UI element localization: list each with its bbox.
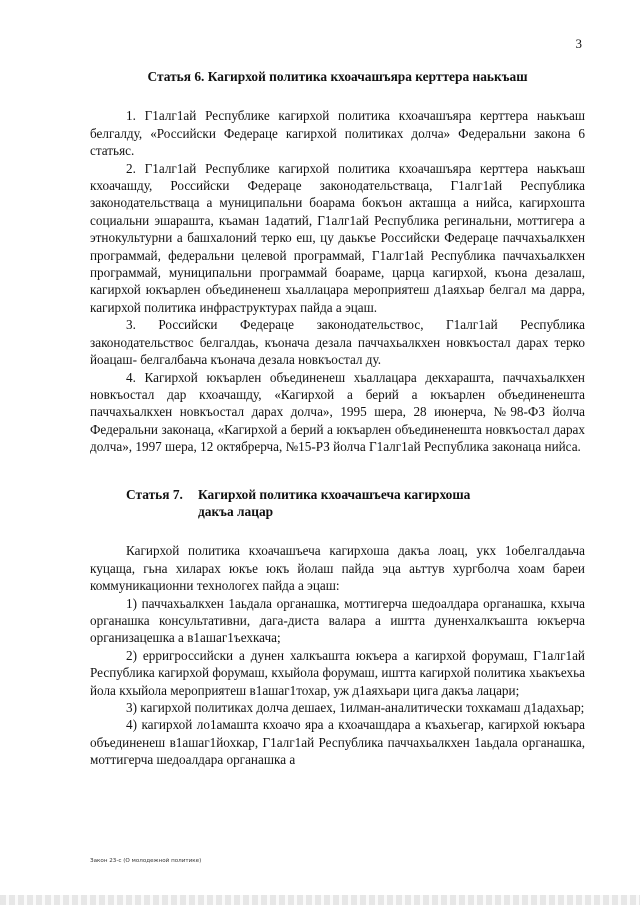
article-7-title-continuation: дакъа лацар: [198, 503, 274, 519]
article-7-paragraph-1: 1) паччахьалкхен 1аьдала органашка, моттигерча шедоалдара органашка, кхыча органашка консультативни, дага-диста валара а иштта дуненхалкъашта юкъерча организацешка а в1ашаг1ъехкача;: [90, 595, 585, 646]
article-7-title: [126, 486, 585, 521]
article-6-title: Статья 6. Кагирхой политика кхоачашъяра керттера наькъаш: [147, 69, 528, 84]
article-7-paragraph-2: 2) ерригроссийски а дунен халкъашта юкъера а кагирхой форумаш, Г1алг1ай Республика кагирхой форумаш, кхыйола форумаш, иштта кагирхой политика хьакъехьа йола кхыйола мероприятеш в1ашаг1тохар, уж д1аяхьари цига дакъа лацари;: [90, 647, 585, 698]
article-7-number: Статья 7.: [126, 486, 183, 502]
article-7-title-text: Кагирхой политика кхоачашъеча кагирхоша: [198, 486, 471, 502]
article-6-paragraph-1: 1. Г1алг1ай Республике кагирхой политика кхоачашъяра керттера наькъаш белгалду, «Российски Федераце кагирхой политиках долча» Федеральни закона 6 статьяс.: [90, 108, 585, 159]
scan-edge: [0, 895, 640, 905]
article-6-paragraph-4: 4. Кагирхой юкъарлен объединенеш хьаллацара декхараштa, паччахьалкхен новкъостал дар кхоачашду, «Кагирхой а берий а юкъарлен объединенешта паччахьалкхен новкъостал дарах долча», 1995 шера, 28 июнерча, №98-ФЗ йолча Федеральни законаца, «Кагирхой а берий а юкъарлен объединенешта новкъостал дарах долча», 1997 шера, 12 октябрерча, №15-РЗ йолча Г1алг1ай Республика законаца нийса.: [90, 369, 585, 455]
article-7-paragraph-intro: Кагирхой политика кхоачашъеча кагирхоша дакъа лоац, укх 1обелгалдаьча куцаща, гьна хиларах юкъе юкъ йолаш пайда эца аьттув хургболча хоам бареи коммуникационни технологех пайда а эцаш:: [90, 543, 585, 594]
article-6-paragraph-3: 3. Российски Федераце законодательствос, Г1алг1ай Республика законодательствос белгалдаь, къонача дезала паччахьалкхен новкъостал дарах терко йоацаш- белгалбаьча къонача дезала новкъостал ду.: [90, 317, 585, 368]
article-7-paragraph-4: 4) кагирхой ло1амашта кхоачо яра а кхоачашдара а къахьегар, кагирхой юкъара объединенеш в1ашаг1йохкар, Г1алг1ай Республика паччахьалкхен 1аьдала органашка, моттигерча шедоалдара органашка а: [90, 717, 585, 768]
footer-note: Закон 23-с (О молодежной политике): [90, 858, 202, 864]
page-number: 3: [575, 36, 582, 51]
document-body: [90, 68, 585, 769]
article-7-paragraph-3: 3) кагирхой политиках долча дешаех, 1илман-аналитически тохкамаш д1адахьар;: [126, 700, 585, 715]
article-6-paragraph-2: 2. Г1алг1ай Республике кагирхой политика кхоачашъяра керттера наькъаш кхоачашду, Российски Федераце законодательстваца, Г1алг1ай Республика законодательстваца а муниципальни боарама бокъон акташца а нийса, кагирхошта социальни эшарашта, къаман 1адатий, Г1алг1ай Республика регинальни, моттигера а этнокультурни а башхалоний терко еш, цу даькъе Российски Федераце паччахьалкхен программай, федеральни целевой программай, Г1алг1ай Республика паччахьалкхен программай, муниципальни программай боараме, царца кагирхой, къона дезалаш, кагирхой юкъарлен объединенеш хьаллацара мероприятеш д1аяхьар белгал ма дарра, кагирхой политика инфраструктурах пайда а эцаш.: [90, 160, 585, 315]
